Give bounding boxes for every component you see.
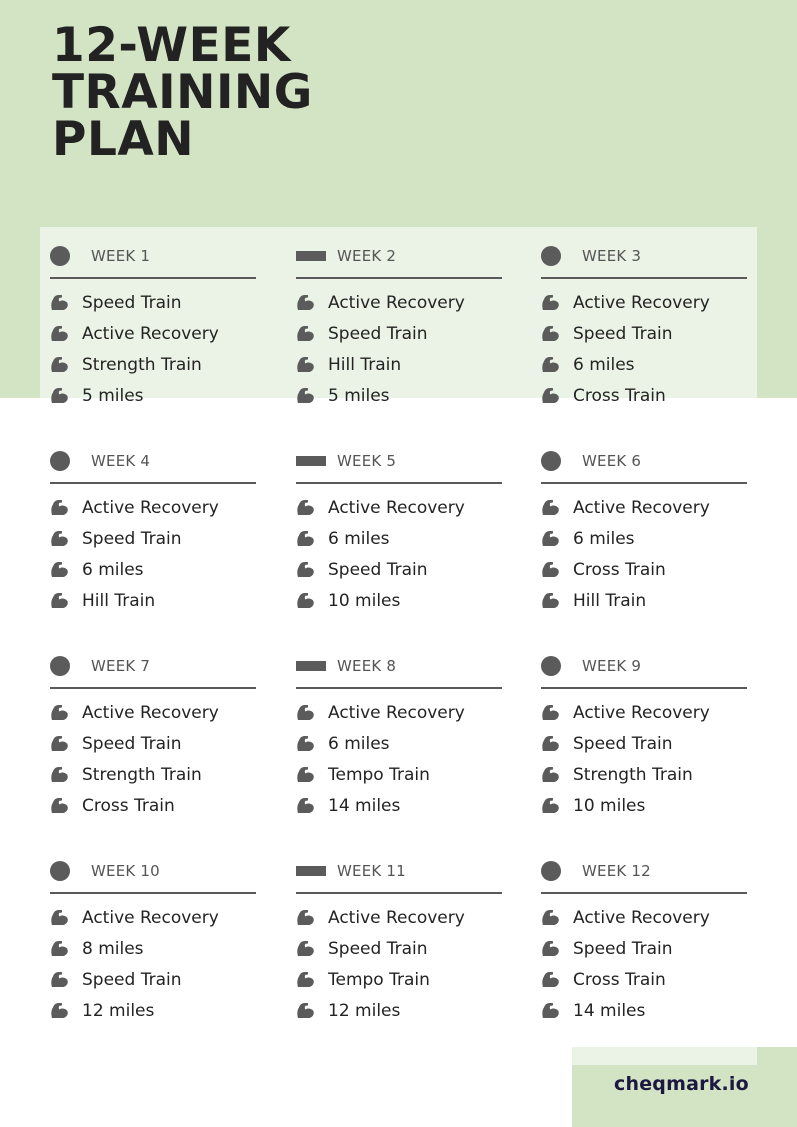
workout-label: Strength Train (82, 355, 202, 375)
flexed-bicep-icon (50, 530, 69, 547)
flexed-bicep-icon (50, 356, 69, 373)
week-header (50, 246, 256, 266)
flexed-bicep-icon (541, 294, 560, 311)
brand-strip (572, 1047, 757, 1065)
week-label: WEEK 3 (582, 247, 642, 265)
workout-label: 5 miles (328, 386, 390, 406)
week-card (541, 451, 747, 611)
week-divider (50, 892, 256, 894)
week-card (296, 656, 502, 816)
flexed-bicep-icon (296, 294, 315, 311)
week-marker-icon (296, 456, 326, 466)
workout-label: Tempo Train (328, 970, 430, 990)
week-divider (50, 277, 256, 279)
workout-label: 6 miles (82, 560, 144, 580)
workout-label: 6 miles (573, 355, 635, 375)
workout-label: Speed Train (328, 560, 428, 580)
flexed-bicep-icon (541, 387, 560, 404)
flexed-bicep-icon (50, 704, 69, 721)
flexed-bicep-icon (296, 387, 315, 404)
workout-label: Speed Train (328, 939, 428, 959)
workout-label: Active Recovery (328, 908, 465, 928)
flexed-bicep-icon (296, 530, 315, 547)
week-label: WEEK 2 (337, 247, 397, 265)
week-header (50, 451, 256, 471)
workout-label: Active Recovery (328, 293, 465, 313)
week-divider (296, 892, 502, 894)
flexed-bicep-icon (296, 971, 315, 988)
week-label: WEEK 6 (582, 452, 642, 470)
flexed-bicep-icon (50, 387, 69, 404)
workout-label: 10 miles (573, 796, 646, 816)
week-header (541, 656, 747, 676)
week-divider (541, 892, 747, 894)
week-card (50, 656, 256, 816)
week-label: WEEK 11 (337, 862, 406, 880)
flexed-bicep-icon (50, 561, 69, 578)
workout-label: Speed Train (573, 324, 673, 344)
week-divider (541, 482, 747, 484)
workout-label: Strength Train (573, 765, 693, 785)
week-label: WEEK 9 (582, 657, 642, 675)
flexed-bicep-icon (296, 356, 315, 373)
workout-label: Active Recovery (328, 703, 465, 723)
workout-label: 6 miles (328, 734, 390, 754)
week-divider (296, 687, 502, 689)
flexed-bicep-icon (296, 325, 315, 342)
week-divider (296, 482, 502, 484)
week-card (541, 656, 747, 816)
week-label: WEEK 8 (337, 657, 397, 675)
week-card (296, 861, 502, 1021)
week-divider (50, 482, 256, 484)
workout-label: Tempo Train (328, 765, 430, 785)
workout-label: Active Recovery (82, 324, 219, 344)
flexed-bicep-icon (50, 499, 69, 516)
week-marker-icon (50, 246, 70, 266)
week-header (541, 451, 747, 471)
week-card (50, 246, 256, 406)
flexed-bicep-icon (296, 909, 315, 926)
workout-label: 5 miles (82, 386, 144, 406)
workout-label: Cross Train (573, 970, 666, 990)
flexed-bicep-icon (50, 294, 69, 311)
flexed-bicep-icon (541, 592, 560, 609)
title-line: TRAINING (52, 65, 313, 120)
workout-label: 14 miles (573, 1001, 646, 1021)
week-card (296, 246, 502, 406)
flexed-bicep-icon (50, 971, 69, 988)
week-marker-icon (541, 656, 561, 676)
workout-label: Active Recovery (82, 908, 219, 928)
workout-label: 8 miles (82, 939, 144, 959)
week-divider (50, 687, 256, 689)
workout-label: Active Recovery (573, 293, 710, 313)
flexed-bicep-icon (296, 561, 315, 578)
week-marker-icon (50, 656, 70, 676)
flexed-bicep-icon (541, 499, 560, 516)
week-header (296, 246, 502, 266)
flexed-bicep-icon (50, 909, 69, 926)
flexed-bicep-icon (50, 1002, 69, 1019)
week-header (50, 656, 256, 676)
week-card (541, 246, 747, 406)
workout-label: Speed Train (82, 529, 182, 549)
workout-label: Speed Train (82, 293, 182, 313)
flexed-bicep-icon (541, 530, 560, 547)
workout-label: 6 miles (328, 529, 390, 549)
workout-label: Speed Train (82, 734, 182, 754)
workout-label: Speed Train (573, 734, 673, 754)
workout-label: Active Recovery (573, 703, 710, 723)
workout-label: 14 miles (328, 796, 401, 816)
week-divider (541, 277, 747, 279)
workout-label: Active Recovery (573, 908, 710, 928)
week-header (296, 861, 502, 881)
brand-logo: cheqmark.io (614, 1073, 749, 1095)
page-title (52, 18, 313, 167)
week-header (50, 861, 256, 881)
week-header (541, 246, 747, 266)
flexed-bicep-icon (541, 971, 560, 988)
week-label: WEEK 5 (337, 452, 397, 470)
week-divider (541, 687, 747, 689)
title-line: 12-WEEK (52, 18, 291, 73)
flexed-bicep-icon (50, 592, 69, 609)
flexed-bicep-icon (296, 940, 315, 957)
workout-label: Hill Train (328, 355, 402, 375)
flexed-bicep-icon (50, 766, 69, 783)
flexed-bicep-icon (296, 592, 315, 609)
workout-label: Strength Train (82, 765, 202, 785)
flexed-bicep-icon (50, 325, 69, 342)
workout-label: 12 miles (328, 1001, 401, 1021)
flexed-bicep-icon (541, 940, 560, 957)
flexed-bicep-icon (50, 940, 69, 957)
week-label: WEEK 10 (91, 862, 160, 880)
week-marker-icon (296, 661, 326, 671)
flexed-bicep-icon (541, 909, 560, 926)
flexed-bicep-icon (50, 797, 69, 814)
week-card (541, 861, 747, 1021)
week-label: WEEK 4 (91, 452, 151, 470)
week-card (50, 861, 256, 1021)
workout-label: Cross Train (573, 386, 666, 406)
week-label: WEEK 7 (91, 657, 151, 675)
week-header (296, 451, 502, 471)
week-marker-icon (50, 861, 70, 881)
week-header (541, 861, 747, 881)
week-marker-icon (541, 451, 561, 471)
workout-label: Cross Train (82, 796, 175, 816)
workout-label: Hill Train (573, 591, 647, 611)
week-label: WEEK 12 (582, 862, 651, 880)
workout-label: Active Recovery (573, 498, 710, 518)
workout-label: Cross Train (573, 560, 666, 580)
workout-label: Hill Train (82, 591, 156, 611)
flexed-bicep-icon (541, 704, 560, 721)
flexed-bicep-icon (541, 356, 560, 373)
week-marker-icon (296, 866, 326, 876)
workout-label: Active Recovery (82, 703, 219, 723)
flexed-bicep-icon (541, 766, 560, 783)
flexed-bicep-icon (296, 735, 315, 752)
workout-label: 12 miles (82, 1001, 155, 1021)
workout-label: 10 miles (328, 591, 401, 611)
week-card (296, 451, 502, 611)
flexed-bicep-icon (296, 499, 315, 516)
workout-label: 6 miles (573, 529, 635, 549)
flexed-bicep-icon (296, 704, 315, 721)
flexed-bicep-icon (296, 797, 315, 814)
week-marker-icon (541, 861, 561, 881)
workout-label: Speed Train (328, 324, 428, 344)
flexed-bicep-icon (296, 766, 315, 783)
flexed-bicep-icon (541, 561, 560, 578)
workout-label: Active Recovery (328, 498, 465, 518)
week-divider (296, 277, 502, 279)
week-label: WEEK 1 (91, 247, 151, 265)
flexed-bicep-icon (541, 325, 560, 342)
flexed-bicep-icon (296, 1002, 315, 1019)
workout-label: Speed Train (82, 970, 182, 990)
week-header (296, 656, 502, 676)
flexed-bicep-icon (50, 735, 69, 752)
title-line: PLAN (52, 112, 195, 167)
workout-label: Active Recovery (82, 498, 219, 518)
flexed-bicep-icon (541, 735, 560, 752)
workout-label: Speed Train (573, 939, 673, 959)
week-marker-icon (541, 246, 561, 266)
week-marker-icon (50, 451, 70, 471)
flexed-bicep-icon (541, 797, 560, 814)
week-marker-icon (296, 251, 326, 261)
flexed-bicep-icon (541, 1002, 560, 1019)
week-card (50, 451, 256, 611)
